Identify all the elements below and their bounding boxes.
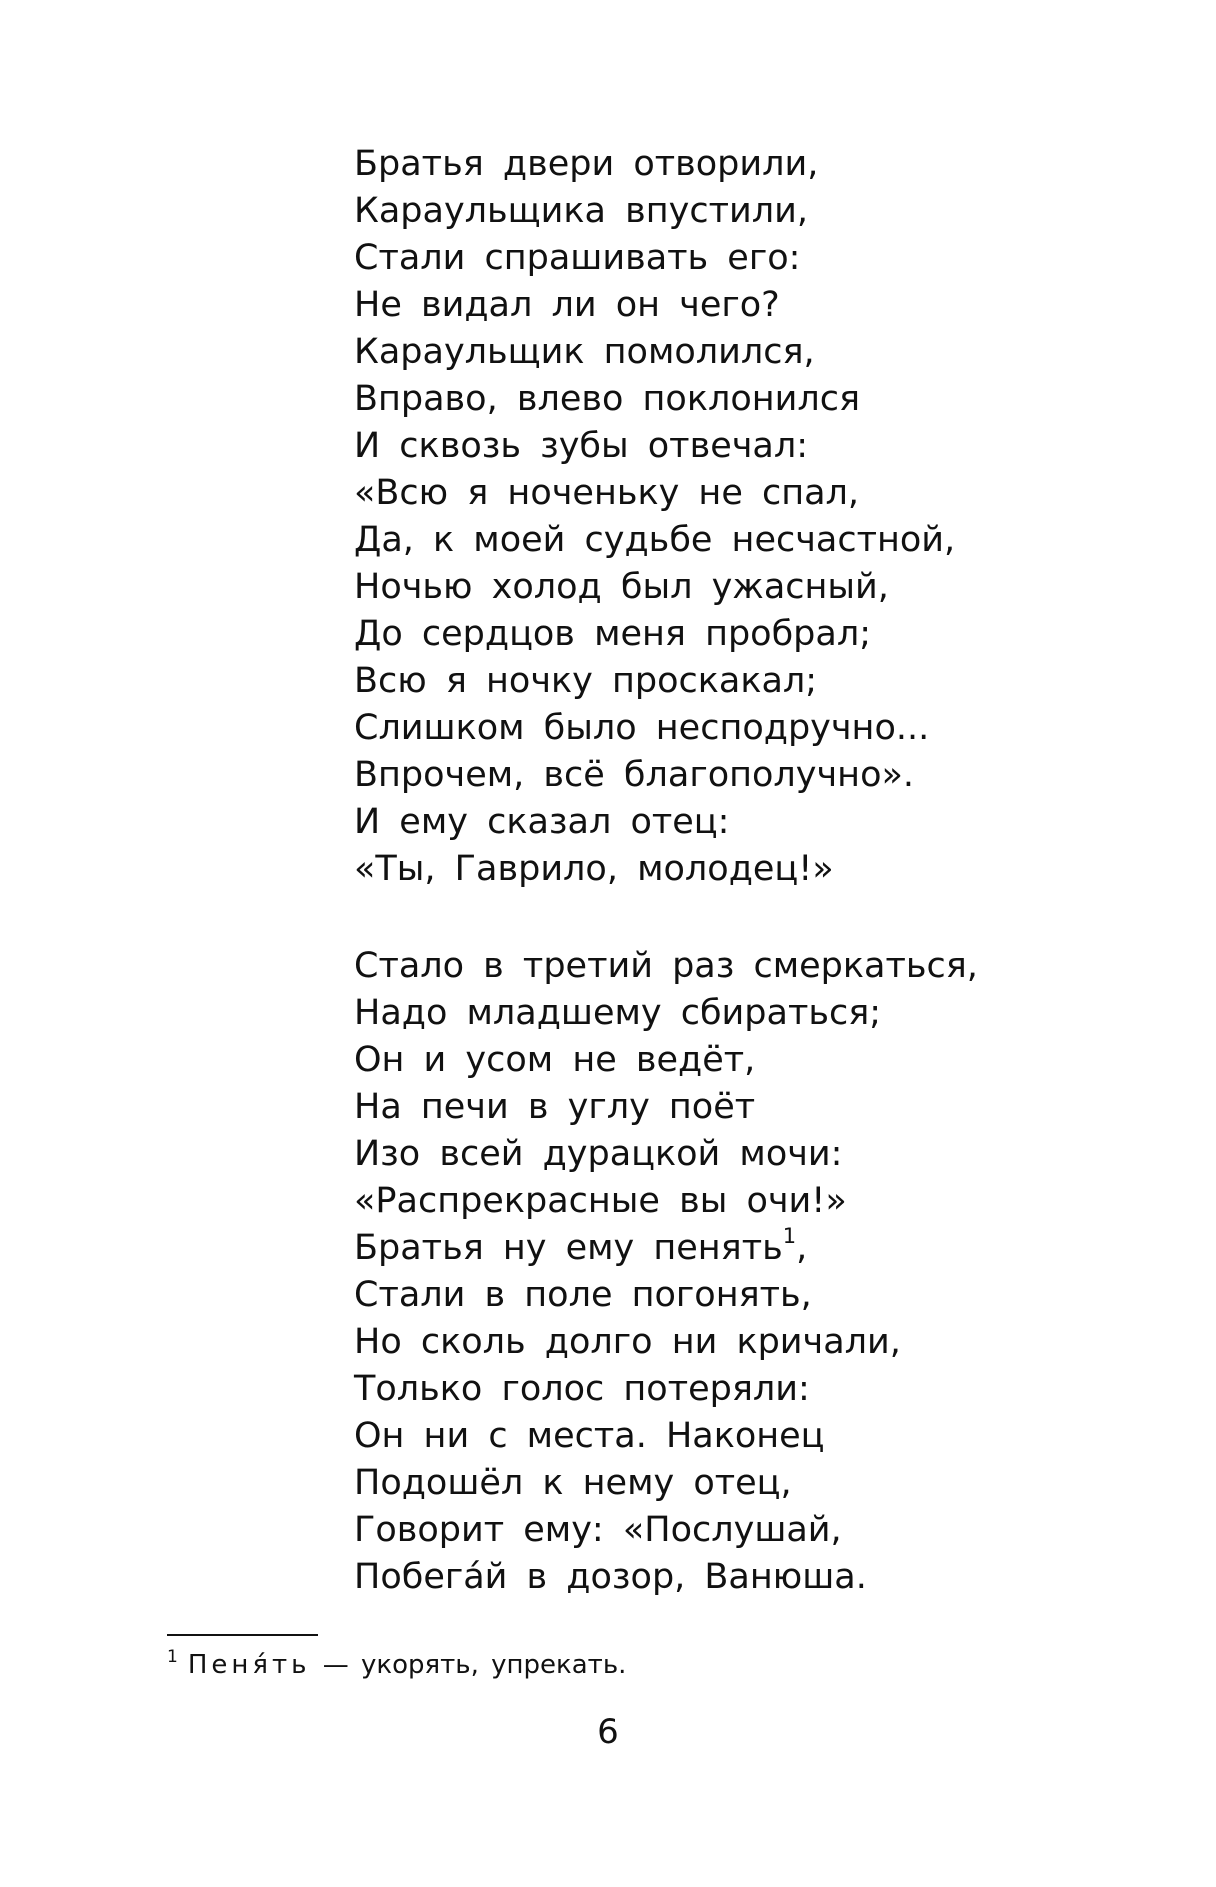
verse-line: Слишком было несподручно... xyxy=(354,708,930,748)
verse-line: Стало в третий раз смеркаться, xyxy=(354,946,978,986)
footnote-marker: 1 xyxy=(167,1647,178,1667)
verse-line xyxy=(354,1225,978,1272)
verse-line: Побегáй в дозор, Ванюша. xyxy=(354,1557,867,1597)
verse-line: Стали спрашивать его: xyxy=(354,238,801,278)
verse-line: «Ты, Гаврило, молодец!» xyxy=(354,849,834,889)
verse-line: Всю я ночку проскакал; xyxy=(354,661,818,701)
verse-line: Он ни с места. Наконец xyxy=(354,1416,825,1456)
verse-line: Изо всей дурацкой мочи: xyxy=(354,1134,843,1174)
verse-line: Подошёл к нему отец, xyxy=(354,1463,792,1503)
verse-line: Вправо, влево поклонился xyxy=(354,379,861,419)
verse-line: Караульщик помолился, xyxy=(354,332,815,372)
verse-line: «Распрекрасные вы очи!» xyxy=(354,1181,847,1221)
verse-punctuation: , xyxy=(796,1228,808,1268)
verse-line: «Всю я ноченьку не спал, xyxy=(354,473,860,513)
verse-line: Караульщика впустили, xyxy=(354,191,808,231)
footnote-term: Пеня́ть xyxy=(187,1650,311,1680)
verse-line: Да, к моей судьбе несчастной, xyxy=(354,520,956,560)
verse-line: Но сколь долго ни кричали, xyxy=(354,1322,901,1362)
verse-line: Надо младшему сбираться; xyxy=(354,993,882,1033)
footnote-divider xyxy=(167,1634,318,1636)
verse-line: До сердцов меня пробрал; xyxy=(354,614,871,654)
page-number: 6 xyxy=(597,1712,619,1752)
footnote-definition: — укорять, упрекать. xyxy=(322,1650,627,1680)
footnote-reference: 1 xyxy=(782,1224,797,1249)
verse-text: Братья ну ему пенять xyxy=(354,1228,783,1268)
footnote xyxy=(167,1648,626,1685)
verse-line: Впрочем, всё благополучно». xyxy=(354,755,915,795)
verse-line: Только голос потеряли: xyxy=(354,1369,810,1409)
verse-line: Братья двери отворили, xyxy=(354,144,819,184)
verse-line: Говорит ему: «Послушай, xyxy=(354,1510,842,1550)
stanza-1 xyxy=(354,141,955,893)
verse-line: Стали в поле погонять, xyxy=(354,1275,812,1315)
verse-line: Он и усом не ведёт, xyxy=(354,1040,756,1080)
verse-line: Ночью холод был ужасный, xyxy=(354,567,889,607)
verse-line: Не видал ли он чего? xyxy=(354,285,780,325)
verse-line: И сквозь зубы отвечал: xyxy=(354,426,809,466)
verse-line: На печи в углу поёт xyxy=(354,1087,756,1127)
verse-line: И ему сказал отец: xyxy=(354,802,730,842)
stanza-2 xyxy=(354,943,978,1601)
